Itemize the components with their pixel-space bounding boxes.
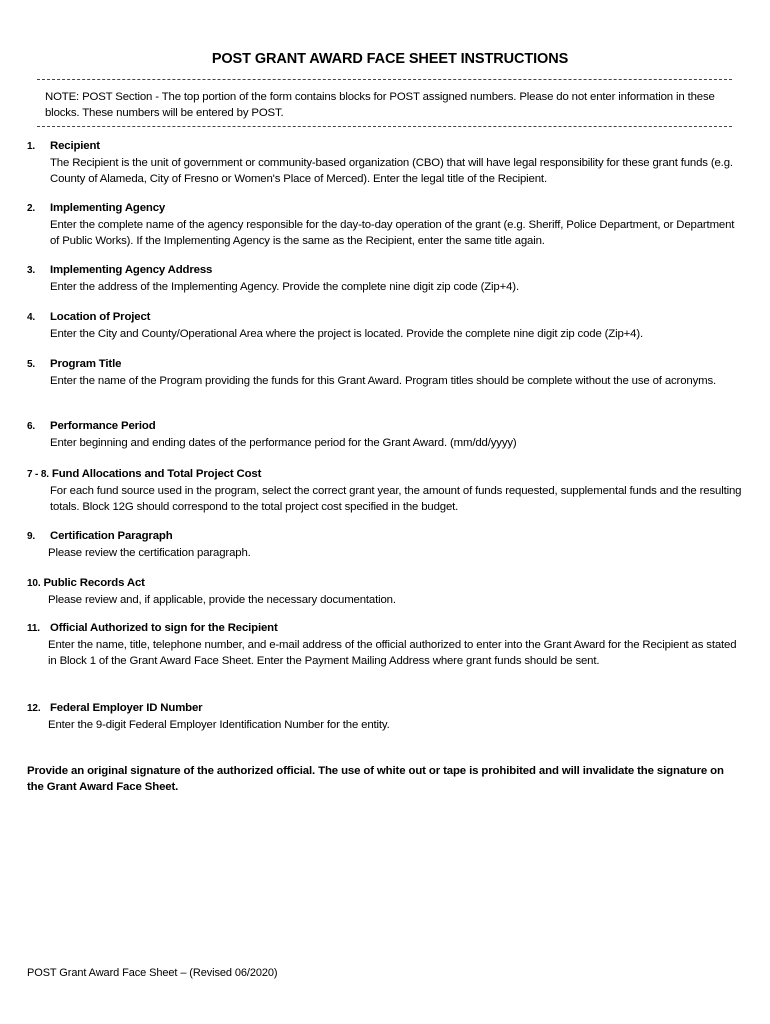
instruction-item-7-8 (27, 466, 742, 516)
item-text: Enter the name of the Program providing the funds for this Grant Award. Program titles should be complete without the use of acronyms. (50, 375, 717, 388)
item-text: Enter the address of the Implementing Agency. Provide the complete nine digit zip code (Zip+4). (50, 281, 519, 294)
item-heading: Official Authorized to sign for the Recipient (50, 622, 278, 634)
signature-notice: Provide an original signature of the authorized official. The use of white out or tape is prohibited and will invalidate the signature on the Grant Award Face Sheet. (27, 765, 724, 793)
item-heading: Location of Project (50, 311, 151, 323)
item-heading: Fund Allocations and Total Project Cost (51, 468, 262, 480)
item-number: 12. (27, 703, 41, 714)
item-text: Please review and, if applicable, provide the necessary documentation. (48, 594, 396, 607)
item-number: 7 - 8. (27, 469, 49, 480)
instruction-item-6 (27, 418, 742, 451)
item-heading: Certification Paragraph (50, 530, 173, 542)
instruction-item-12 (27, 700, 742, 733)
item-number: 9. (27, 531, 36, 542)
item-text: The Recipient is the unit of government or community-based organization (CBO) that will have legal responsibility for these grant funds (e.g. County of Alameda, City of Fresno or Women's Place of Merced). Enter the legal title of the Recipient. (50, 157, 733, 186)
instruction-item-1 (27, 138, 742, 188)
item-heading: Program Title (50, 358, 122, 370)
item-heading: Public Records Act (43, 577, 145, 589)
instruction-item-9 (27, 528, 742, 561)
divider-bottom (37, 126, 732, 127)
divider-top (37, 79, 732, 80)
item-number: 2. (27, 203, 36, 214)
item-number: 6. (27, 421, 36, 432)
item-number: 4. (27, 312, 36, 323)
item-text: Enter the complete name of the agency responsible for the day-to-day operation of the grant (e.g. Sheriff, Police Department, or Department of Public Works). If the Implementing Agency is the same as the Recipient, enter the same title again. (50, 219, 735, 248)
item-text: Enter the 9-digit Federal Employer Identification Number for the entity. (48, 719, 390, 732)
item-number: 1. (27, 141, 36, 152)
footer-revision: POST Grant Award Face Sheet – (Revised 06/2020) (27, 967, 278, 979)
item-text: Enter the name, title, telephone number, and e-mail address of the official authorized to enter into the Grant Award for the Recipient as stated in Block 1 of the Grant Award Face Sheet. Enter the Payment Mailing Address where grant funds should be sent. (48, 639, 737, 668)
item-number: 10. (27, 578, 41, 589)
item-text: For each fund source used in the program, select the correct grant year, the amount of funds requested, supplemental funds and the resulting totals. Block 12G should correspond to the total project cost specified in the budget. (50, 485, 742, 514)
instruction-item-2 (27, 200, 742, 250)
instruction-item-10 (27, 575, 742, 608)
item-number: 3. (27, 265, 36, 276)
item-number: 11. (27, 623, 40, 634)
page-title: POST GRANT AWARD FACE SHEET INSTRUCTIONS (211, 51, 569, 67)
item-heading: Recipient (50, 140, 100, 152)
item-text: Enter the City and County/Operational Area where the project is located. Provide the complete nine digit zip code (Zip+4). (50, 328, 644, 341)
instruction-item-5 (27, 356, 742, 389)
instruction-item-3 (27, 262, 742, 295)
item-heading: Implementing Agency Address (50, 264, 213, 276)
item-heading: Performance Period (50, 420, 156, 432)
instruction-item-11 (27, 620, 742, 670)
item-number: 5. (27, 359, 36, 370)
item-heading: Implementing Agency (50, 202, 166, 214)
item-text: Please review the certification paragraph. (48, 547, 251, 560)
note-text: NOTE: POST Section - The top portion of the form contains blocks for POST assigned numbers. Please do not enter information in these blocks. These numbers will be entered by POST. (45, 91, 715, 119)
item-heading: Federal Employer ID Number (50, 702, 203, 714)
instruction-item-4 (27, 309, 742, 342)
item-text: Enter beginning and ending dates of the performance period for the Grant Award. (mm/dd/yyyy) (50, 437, 517, 450)
